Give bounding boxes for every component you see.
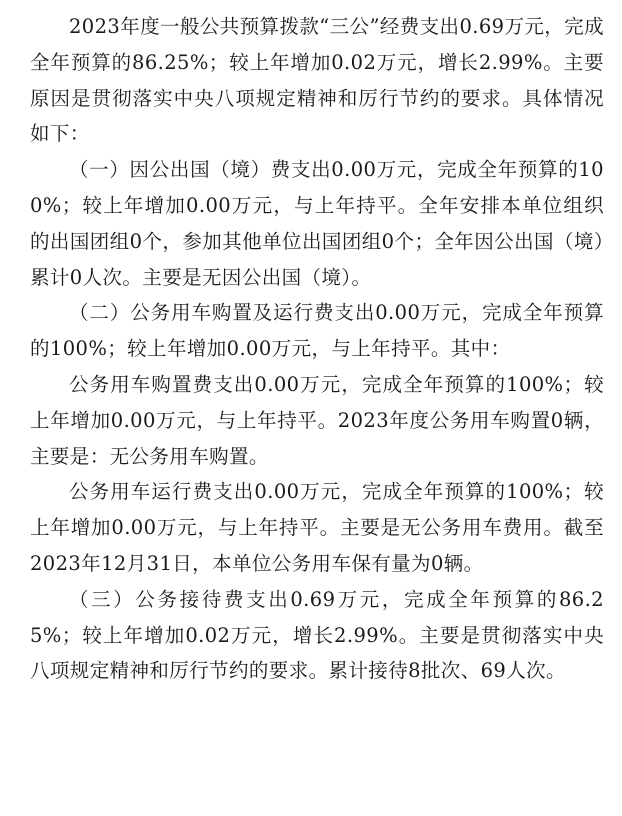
paragraph-vehicle-total: （二）公务用车购置及运行费支出0.00万元，完成全年预算的100%；较上年增加0.00万元，与上年持平。其中： bbox=[30, 301, 604, 361]
paragraph-overseas-travel: （一）因公出国（境）费支出0.00万元，完成全年预算的100%；较上年增加0.00万元，与上年持平。全年安排本单位组织的出国团组0个，参加其他单位出国团组0个；全年因公出国（境）累计0人次。主要是无因公出国（境）。 bbox=[30, 158, 604, 289]
paragraph-reception: （三）公务接待费支出0.69万元，完成全年预算的86.25%；较上年增加0.02万元，增长2.99%。主要是贯彻落实中央八项规定精神和厉行节约的要求。累计接待8批次、69人次。 bbox=[30, 587, 604, 683]
paragraph-summary: 2023年度一般公共预算拨款“三公”经费支出0.69万元，完成全年预算的86.25%；较上年增加0.02万元，增长2.99%。主要原因是贯彻落实中央八项规定精神和厉行节约的要求。具体情况如下： bbox=[30, 15, 604, 146]
paragraph-vehicle-operation: 公务用车运行费支出0.00万元，完成全年预算的100%；较上年增加0.00万元，与上年持平。主要是无公务用车费用。截至2023年12月31日，本单位公务用车保有量为0辆。 bbox=[30, 480, 604, 575]
paragraph-vehicle-purchase: 公务用车购置费支出0.00万元，完成全年预算的100%；较上年增加0.00万元，与上年持平。2023年度公务用车购置0辆，主要是：无公务用车购置。 bbox=[30, 372, 604, 468]
